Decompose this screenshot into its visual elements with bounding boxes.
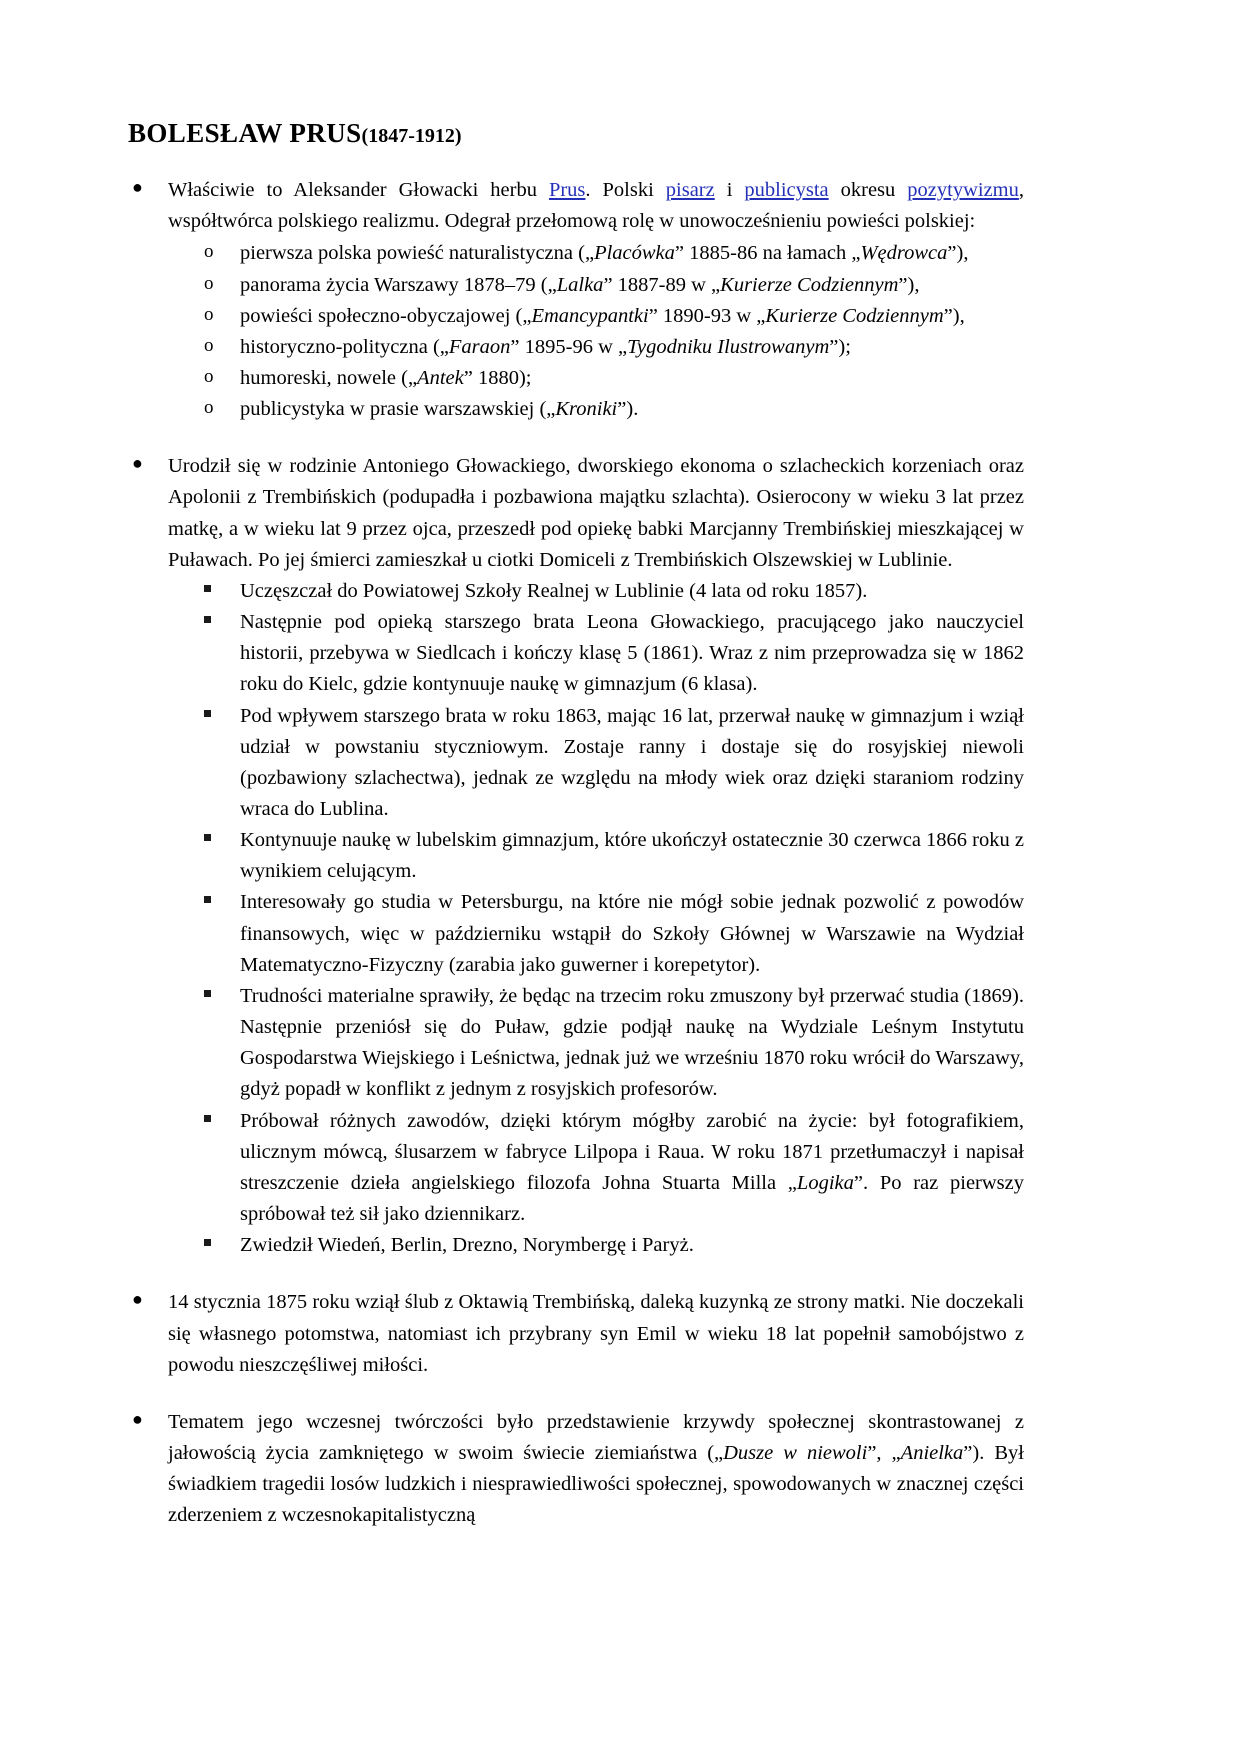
sublist-item-text: Następnie pod opieką starszego brata Leona Głowackiego, pracującego jako nauczyciel historii, przebywa w Siedlcach i kończy klasę 5 (1861). Wraz z nim przeprowadza się w 1862 roku do Kielc, gdzie kontynuuje naukę w gimnazjum (6 klasa). [240,611,1024,696]
bullet-4-mid: ”, „ [867,1441,901,1464]
link-prus[interactable]: Prus [548,179,586,202]
sublist-item-text: Interesowały go studia w Petersburgu, na które nie mógł sobie jednak pozwolić z powodów finansowych, więc w październiku wstąpił do Szkoły Głównej w Warszawie na Wydział Matematyczno-Fizyczny (zarabia jako guwerner i korepetytor). [240,891,1024,976]
circle-bullet-icon: o [204,303,214,325]
sublist-post: ”. Po raz pierwszy spróbował też sił jako dziennikarz. [240,1171,1025,1226]
sublist-item-text [240,332,1024,363]
sublist-post: ”); [829,335,851,358]
bullet-2-sublist [200,576,1024,1261]
sublist-mid: ” 1885-86 na łamach „ [674,242,861,265]
circle-bullet-icon: o [204,397,214,419]
bullet-1-text-b: . Polski [585,179,666,202]
sublist-post: ”), [947,242,969,265]
sublist-item-text [240,238,1024,269]
disc-bullet-icon: ● [132,1408,143,1429]
bullet-2-sublist-wrapper [200,576,1024,1261]
main-bullet-list [128,175,1024,1531]
circle-bullet-icon: o [204,241,214,263]
sublist-mid: ” 1890-93 w „ [648,304,766,327]
sublist-pre: humoreski, nowele („ [240,366,418,389]
list-item [200,1106,1024,1231]
square-bullet-icon [204,834,211,841]
disc-bullet-icon: ● [132,177,143,198]
sublist-post: ”), [898,273,920,296]
bullet-4-paragraph [168,1407,1024,1532]
bullet-1-text-a: Właściwie to Aleksander Głowacki herbu [168,179,549,202]
list-item [200,981,1024,1106]
sublist-mid: ” 1895-96 w „ [510,335,628,358]
list-item [200,607,1024,700]
bullet-2-paragraph: Urodził się w rodzinie Antoniego Głowackiego, dworskiego ekonoma o szlacheckich korzeniach oraz Apolonii z Trembińskich (podupadła i pozbawiona majątku szlachta). Osierocony w wieku 3 lat przez matkę, a w wieku lat 9 przez ojca, przeszedł pod opiekę babki Marcjanny Trembińskiej mieszkającej w Puławach. Po jej śmierci zamieszkał u ciotki Domiceli z Trembińskich Olszewskiej w Lublinie. [168,455,1024,571]
work-title: Logika [796,1171,854,1194]
circle-bullet-icon: o [204,272,214,294]
sublist-pre: powieści społeczno-obyczajowej („ [240,304,532,327]
sublist-post: ”), [943,304,965,327]
link-pozytywizmu[interactable]: pozytywizmu [907,179,1019,202]
list-item [202,363,1024,394]
document-content [128,118,1024,1557]
square-bullet-icon [204,1239,211,1246]
sublist-pre: panorama życia Warszawy 1878–79 („ [240,273,557,296]
work-title: Placówka [594,242,675,265]
square-bullet-icon [204,616,211,623]
list-item [202,238,1024,269]
list-item [202,394,1024,425]
list-item [200,825,1024,887]
sublist-item-text: Trudności materialne sprawiły, że będąc na trzecim roku zmuszony był przerwać studia (1869). Następnie przeniósł się do Puław, gdzie podjął naukę na Wydziale Leśnym Instytutu Gospodarstwa Wiejskiego i Leśnictwa, jednak już we wrześniu 1870 roku wrócił do Warszawy, gdyż popadł w konflikt z jednym z rosyjskich profesorów. [240,984,1024,1101]
bullet-1-paragraph [168,175,1024,237]
sublist-pre: pierwsza polska powieść naturalistyczna („ [240,242,595,265]
list-item-bullet-2 [128,451,1024,1261]
work-title: Wędrowca [860,242,948,265]
bullet-4-post: ”). Był świadkiem tragedii losów ludzkich i niesprawiedliwości społecznej, spowodowanych w znacznej części zderzeniem z wczesnokapitalistyczną [168,1441,1024,1527]
link-publicysta[interactable]: publicysta [744,179,829,202]
list-item [200,887,1024,980]
sublist-item-text [240,1106,1024,1231]
sublist-pre: publicystyka w prasie warszawskiej („ [240,398,556,421]
work-title: Anielka [900,1441,964,1464]
circle-bullet-icon: o [204,365,214,387]
sublist-mid: ”). [617,398,639,421]
square-bullet-icon [204,710,211,717]
bullet-1-sublist-wrapper [202,238,1024,425]
list-item [200,576,1024,607]
sublist-mid: ” 1880); [463,366,532,389]
work-title: Tygodniku Ilustrowanym [627,335,830,358]
sublist-item-text [240,270,1024,301]
list-item-bullet-1 [128,175,1024,425]
bullet-1-text-c: i [714,179,745,202]
sublist-mid: ” 1887-89 w „ [603,273,721,296]
bullet-4-pre: Tematem jego wczesnej twórczości było przedstawienie krzywdy społecznej skontrastowanej z jałowością życia zamkniętego w swoim świecie ziemiaństwa („ [168,1410,1024,1464]
work-title: Faraon [448,335,511,358]
list-item-bullet-3 [128,1287,1024,1380]
page-title-name: BOLESŁAW PRUS [128,118,362,148]
bullet-3-paragraph: 14 stycznia 1875 roku wziął ślub z Oktawią Trembińską, daleką kuzynką ze strony matki. Nie doczekali się własnego potomstwa, natomiast ich przybrany syn Emil w wieku 18 lat popełnił samobójstwo z powodu nieszczęśliwej miłości. [168,1291,1024,1376]
square-bullet-icon [204,990,211,997]
sublist-pre: Próbował różnych zawodów, dzięki którym mógłby zarobić na życie: był fotografikiem, ulicznym mówcą, ślusarzem w fabryce Lilpopa i Raua. W roku 1871 przetłumaczył i napisał streszczenie dzieła angielskiego filozofa Johna Stuarta Milla „ [240,1109,1024,1194]
square-bullet-icon [204,1115,211,1122]
disc-bullet-icon: ● [132,453,143,474]
list-item [200,1230,1024,1261]
bullet-1-text-e: , współtwórca polskiego realizmu. Odegrał przełomową rolę w unowocześnieniu powieści polskiej: [168,179,1024,233]
work-title: Kroniki [555,398,618,421]
work-title: Emancypantki [531,304,649,327]
square-bullet-icon [204,585,211,592]
circle-bullet-icon: o [204,334,214,356]
bullet-1-text-d: okresu [828,179,908,202]
list-item [200,701,1024,826]
sublist-item-text [240,363,1024,394]
list-item [202,332,1024,363]
work-title: Kurierze Codziennym [720,273,899,296]
disc-bullet-icon: ● [132,1289,143,1310]
list-item [202,301,1024,332]
sublist-pre: historyczno-polityczna („ [240,335,449,358]
work-title: Lalka [556,273,604,296]
square-bullet-icon [204,896,211,903]
page-title-years: (1847-1912) [361,125,462,147]
sublist-item-text: Uczęszczał do Powiatowej Szkoły Realnej w Lublinie (4 lata od roku 1857). [240,579,868,602]
work-title: Antek [417,366,464,389]
list-item-bullet-4 [128,1407,1024,1532]
link-pisarz[interactable]: pisarz [665,179,715,202]
list-item [202,270,1024,301]
work-title: Dusze w niewoli [723,1441,868,1464]
sublist-item-text [240,301,1024,332]
sublist-item-text [240,394,1024,425]
work-title: Kurierze Codziennym [765,304,944,327]
page-title [128,118,1024,149]
sublist-item-text: Zwiedził Wiedeń, Berlin, Drezno, Norymbergę i Paryż. [240,1234,694,1257]
bullet-1-sublist [202,238,1024,425]
sublist-item-text: Kontynuuje naukę w lubelskim gimnazjum, które ukończył ostatecznie 30 czerwca 1866 roku z wynikiem celującym. [240,829,1024,883]
sublist-item-text: Pod wpływem starszego brata w roku 1863, mając 16 lat, przerwał naukę w gimnazjum i wziął udział w powstaniu styczniowym. Zostaje ranny i dostaje się do rosyjskiej niewoli (pozbawiony szlachectwa), jednak ze względu na młody wiek oraz dzięki staraniom rodziny wraca do Lublina. [240,704,1024,821]
